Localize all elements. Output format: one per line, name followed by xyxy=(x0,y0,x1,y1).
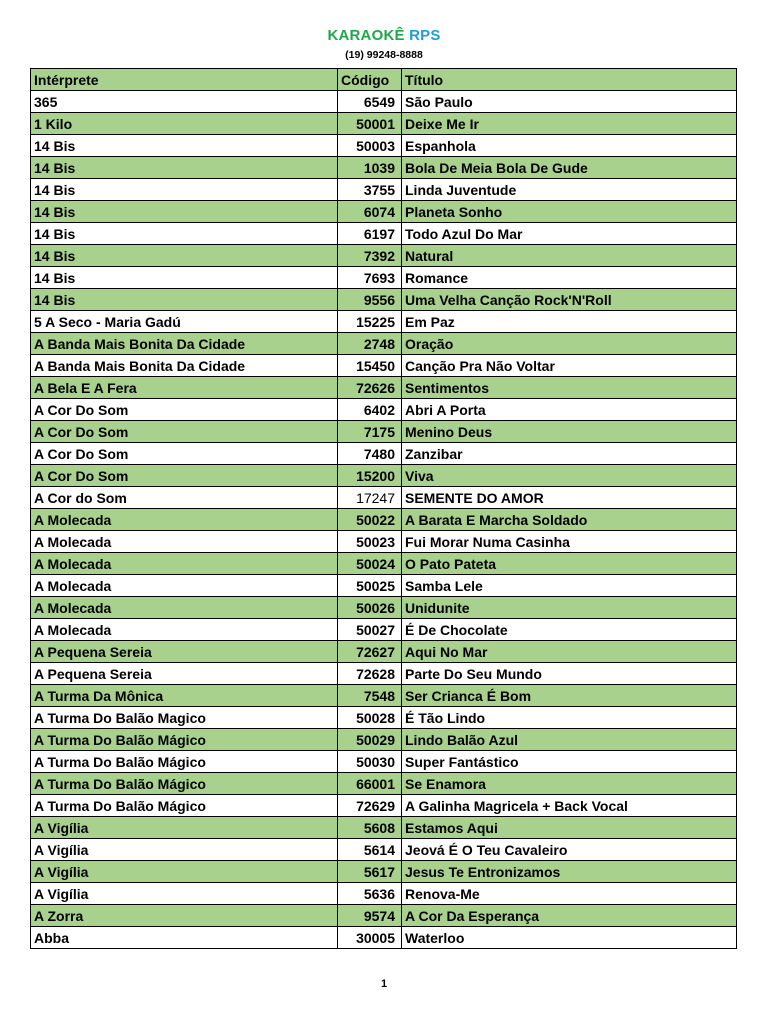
cell-titulo: SEMENTE DO AMOR xyxy=(402,487,737,509)
cell-titulo: É De Chocolate xyxy=(402,619,737,641)
cell-titulo: Canção Pra Não Voltar xyxy=(402,355,737,377)
cell-titulo: Fui Morar Numa Casinha xyxy=(402,531,737,553)
table-row xyxy=(31,729,737,751)
cell-codigo: 50028 xyxy=(338,707,402,729)
table-row xyxy=(31,597,737,619)
table-row xyxy=(31,795,737,817)
cell-codigo: 30005 xyxy=(338,927,402,949)
cell-titulo: São Paulo xyxy=(402,91,737,113)
cell-interprete: A Zorra xyxy=(31,905,338,927)
cell-interprete: A Turma Do Balão Mágico xyxy=(31,751,338,773)
cell-codigo: 7548 xyxy=(338,685,402,707)
cell-interprete: A Vigília xyxy=(31,817,338,839)
cell-codigo: 15200 xyxy=(338,465,402,487)
cell-titulo: Aqui No Mar xyxy=(402,641,737,663)
cell-codigo: 50001 xyxy=(338,113,402,135)
cell-interprete: A Turma Do Balão Mágico xyxy=(31,729,338,751)
cell-titulo: Jeová É O Teu Cavaleiro xyxy=(402,839,737,861)
cell-interprete: A Molecada xyxy=(31,553,338,575)
cell-interprete: 14 Bis xyxy=(31,289,338,311)
cell-interprete: 1 Kilo xyxy=(31,113,338,135)
cell-codigo: 50003 xyxy=(338,135,402,157)
cell-titulo: Abri A Porta xyxy=(402,399,737,421)
cell-interprete: A Banda Mais Bonita Da Cidade xyxy=(31,333,338,355)
column-header-codigo: Código xyxy=(338,69,402,91)
table-row xyxy=(31,91,737,113)
cell-titulo: Se Enamora xyxy=(402,773,737,795)
cell-titulo: Viva xyxy=(402,465,737,487)
song-table xyxy=(30,68,737,949)
cell-codigo: 5614 xyxy=(338,839,402,861)
cell-codigo: 7392 xyxy=(338,245,402,267)
cell-codigo: 6402 xyxy=(338,399,402,421)
phone-number: (19) 99248-8888 xyxy=(345,49,423,61)
title-karaoke: KARAOKÊ xyxy=(327,27,405,44)
table-row xyxy=(31,883,737,905)
cell-interprete: A Molecada xyxy=(31,509,338,531)
cell-titulo: A Cor Da Esperança xyxy=(402,905,737,927)
cell-interprete: A Pequena Sereia xyxy=(31,663,338,685)
table-row xyxy=(31,685,737,707)
column-header-interprete: Intérprete xyxy=(31,69,338,91)
cell-codigo: 15450 xyxy=(338,355,402,377)
cell-codigo: 5608 xyxy=(338,817,402,839)
cell-codigo: 1039 xyxy=(338,157,402,179)
cell-codigo: 50022 xyxy=(338,509,402,531)
table-row xyxy=(31,223,737,245)
cell-titulo: Renova-Me xyxy=(402,883,737,905)
cell-codigo: 9556 xyxy=(338,289,402,311)
cell-titulo: Super Fantástico xyxy=(402,751,737,773)
cell-codigo: 17247 xyxy=(338,487,402,509)
cell-titulo: Menino Deus xyxy=(402,421,737,443)
cell-interprete: A Turma Da Mônica xyxy=(31,685,338,707)
cell-interprete: Abba xyxy=(31,927,338,949)
cell-titulo: Waterloo xyxy=(402,927,737,949)
cell-codigo: 50024 xyxy=(338,553,402,575)
cell-codigo: 7175 xyxy=(338,421,402,443)
table-row xyxy=(31,927,737,949)
cell-interprete: A Vigília xyxy=(31,839,338,861)
table-row xyxy=(31,641,737,663)
table-row xyxy=(31,839,737,861)
table-row xyxy=(31,333,737,355)
cell-interprete: A Cor Do Som xyxy=(31,465,338,487)
cell-interprete: 14 Bis xyxy=(31,135,338,157)
title-rps: RPS xyxy=(409,27,441,44)
cell-interprete: 14 Bis xyxy=(31,179,338,201)
cell-codigo: 15225 xyxy=(338,311,402,333)
cell-titulo: Ser Crianca É Bom xyxy=(402,685,737,707)
cell-titulo: Sentimentos xyxy=(402,377,737,399)
cell-interprete: A Vigília xyxy=(31,883,338,905)
cell-codigo: 72627 xyxy=(338,641,402,663)
cell-interprete: A Turma Do Balão Mágico xyxy=(31,795,338,817)
document-header xyxy=(0,26,768,62)
table-row xyxy=(31,135,737,157)
cell-codigo: 7693 xyxy=(338,267,402,289)
column-header-titulo: Título xyxy=(402,69,737,91)
cell-codigo: 72629 xyxy=(338,795,402,817)
table-row xyxy=(31,509,737,531)
cell-codigo: 50027 xyxy=(338,619,402,641)
cell-titulo: É Tão Lindo xyxy=(402,707,737,729)
cell-codigo: 3755 xyxy=(338,179,402,201)
table-row xyxy=(31,773,737,795)
cell-titulo: Natural xyxy=(402,245,737,267)
cell-titulo: A Galinha Magricela + Back Vocal xyxy=(402,795,737,817)
cell-titulo: Estamos Aqui xyxy=(402,817,737,839)
cell-titulo: Jesus Te Entronizamos xyxy=(402,861,737,883)
cell-codigo: 72626 xyxy=(338,377,402,399)
cell-codigo: 50026 xyxy=(338,597,402,619)
table-row xyxy=(31,619,737,641)
table-row xyxy=(31,355,737,377)
table-row xyxy=(31,399,737,421)
cell-titulo: Uma Velha Canção Rock'N'Roll xyxy=(402,289,737,311)
cell-interprete: 14 Bis xyxy=(31,201,338,223)
cell-titulo: Em Paz xyxy=(402,311,737,333)
cell-interprete: 14 Bis xyxy=(31,223,338,245)
song-table-body xyxy=(31,69,737,949)
cell-codigo: 5617 xyxy=(338,861,402,883)
cell-interprete: A Molecada xyxy=(31,531,338,553)
cell-interprete: A Molecada xyxy=(31,619,338,641)
table-row xyxy=(31,245,737,267)
cell-titulo: Parte Do Seu Mundo xyxy=(402,663,737,685)
cell-codigo: 6074 xyxy=(338,201,402,223)
cell-titulo: Romance xyxy=(402,267,737,289)
cell-codigo: 50025 xyxy=(338,575,402,597)
cell-titulo: A Barata E Marcha Soldado xyxy=(402,509,737,531)
table-row xyxy=(31,861,737,883)
table-row xyxy=(31,201,737,223)
cell-interprete: 14 Bis xyxy=(31,157,338,179)
cell-titulo: Oração xyxy=(402,333,737,355)
page-number: 1 xyxy=(380,978,388,990)
table-row xyxy=(31,575,737,597)
cell-titulo: Zanzibar xyxy=(402,443,737,465)
cell-codigo: 5636 xyxy=(338,883,402,905)
table-row xyxy=(31,905,737,927)
table-row xyxy=(31,531,737,553)
cell-interprete: A Turma Do Balão Mágico xyxy=(31,773,338,795)
table-row xyxy=(31,113,737,135)
table-row xyxy=(31,267,737,289)
cell-interprete: 5 A Seco - Maria Gadú xyxy=(31,311,338,333)
cell-titulo: O Pato Pateta xyxy=(402,553,737,575)
cell-interprete: A Molecada xyxy=(31,575,338,597)
cell-titulo: Linda Juventude xyxy=(402,179,737,201)
cell-codigo: 50023 xyxy=(338,531,402,553)
cell-codigo: 6197 xyxy=(338,223,402,245)
cell-interprete: A Pequena Sereia xyxy=(31,641,338,663)
cell-interprete: A Cor Do Som xyxy=(31,399,338,421)
table-row xyxy=(31,751,737,773)
cell-interprete: A Cor Do Som xyxy=(31,421,338,443)
cell-interprete: 14 Bis xyxy=(31,267,338,289)
cell-titulo: Todo Azul Do Mar xyxy=(402,223,737,245)
document-title xyxy=(0,26,768,46)
cell-titulo: Planeta Sonho xyxy=(402,201,737,223)
cell-interprete: A Cor do Som xyxy=(31,487,338,509)
table-row xyxy=(31,421,737,443)
table-row xyxy=(31,289,737,311)
cell-codigo: 50029 xyxy=(338,729,402,751)
cell-titulo: Deixe Me Ir xyxy=(402,113,737,135)
table-header-row xyxy=(31,69,737,91)
cell-codigo: 66001 xyxy=(338,773,402,795)
cell-titulo: Unidunite xyxy=(402,597,737,619)
cell-interprete: A Bela E A Fera xyxy=(31,377,338,399)
cell-interprete: 14 Bis xyxy=(31,245,338,267)
table-row xyxy=(31,817,737,839)
cell-codigo: 72628 xyxy=(338,663,402,685)
cell-interprete: A Vigília xyxy=(31,861,338,883)
cell-codigo: 9574 xyxy=(338,905,402,927)
cell-interprete: 365 xyxy=(31,91,338,113)
cell-codigo: 50030 xyxy=(338,751,402,773)
table-row xyxy=(31,553,737,575)
cell-titulo: Samba Lele xyxy=(402,575,737,597)
cell-codigo: 2748 xyxy=(338,333,402,355)
cell-interprete: A Cor Do Som xyxy=(31,443,338,465)
cell-codigo: 7480 xyxy=(338,443,402,465)
cell-interprete: A Turma Do Balão Magico xyxy=(31,707,338,729)
cell-titulo: Bola De Meia Bola De Gude xyxy=(402,157,737,179)
cell-titulo: Espanhola xyxy=(402,135,737,157)
table-row xyxy=(31,377,737,399)
cell-interprete: A Banda Mais Bonita Da Cidade xyxy=(31,355,338,377)
table-row xyxy=(31,487,737,509)
table-row xyxy=(31,311,737,333)
cell-codigo: 6549 xyxy=(338,91,402,113)
cell-interprete: A Molecada xyxy=(31,597,338,619)
table-row xyxy=(31,179,737,201)
table-row xyxy=(31,465,737,487)
cell-titulo: Lindo Balão Azul xyxy=(402,729,737,751)
table-row xyxy=(31,157,737,179)
table-row xyxy=(31,443,737,465)
table-row xyxy=(31,707,737,729)
table-row xyxy=(31,663,737,685)
